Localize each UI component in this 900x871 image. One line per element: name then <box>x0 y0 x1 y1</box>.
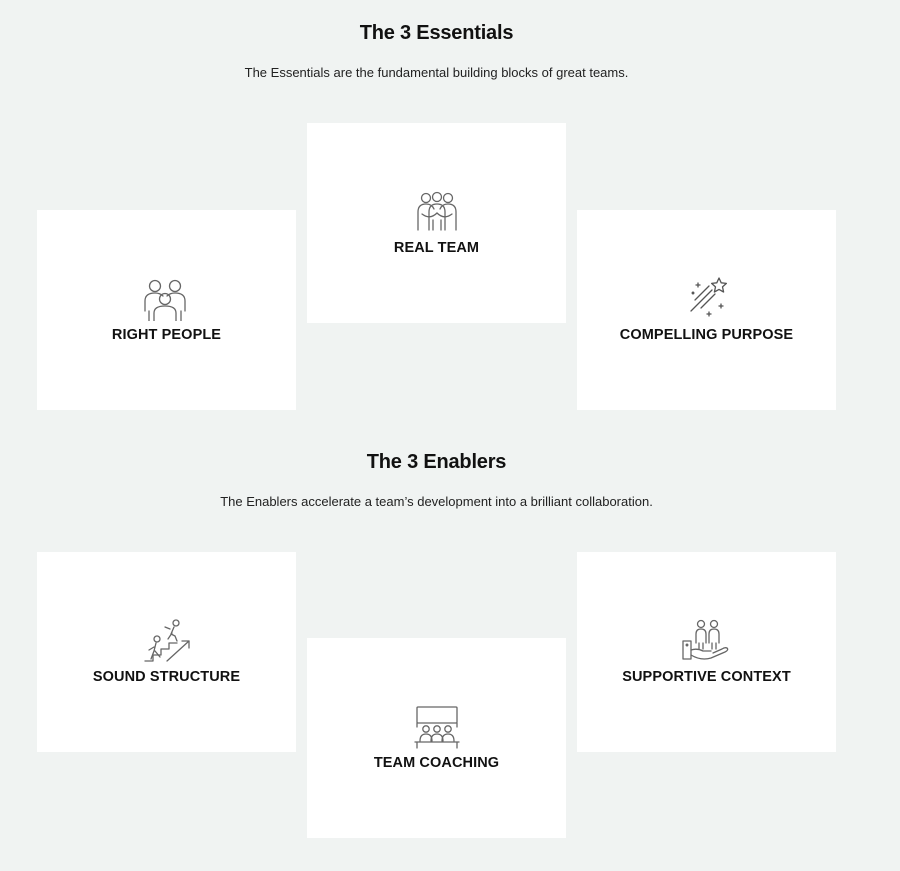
climbing-steps-icon <box>141 619 193 663</box>
card-right-people[interactable] <box>37 210 296 410</box>
essentials-subtitle: The Essentials are the fundamental building blocks of great teams. <box>244 65 629 80</box>
card-team-coaching[interactable] <box>307 638 566 838</box>
card-supportive-context-label: SUPPORTIVE CONTEXT <box>622 669 791 685</box>
card-supportive-context[interactable] <box>577 552 836 752</box>
essentials-title: The 3 Essentials <box>359 22 514 44</box>
card-sound-structure[interactable] <box>37 552 296 752</box>
card-right-people-label: RIGHT PEOPLE <box>111 327 222 343</box>
people-group-icon <box>141 277 193 321</box>
shooting-star-icon <box>681 277 733 321</box>
team-huddle-icon <box>411 190 463 234</box>
card-real-team[interactable] <box>307 123 566 323</box>
card-team-coaching-label: TEAM COACHING <box>373 755 500 771</box>
enablers-title: The 3 Enablers <box>366 451 507 473</box>
coaching-board-icon <box>411 705 463 749</box>
card-compelling-purpose-label: COMPELLING PURPOSE <box>619 327 794 343</box>
card-sound-structure-label: SOUND STRUCTURE <box>92 669 241 685</box>
supporting-hand-icon <box>681 619 733 663</box>
card-real-team-label: REAL TEAM <box>393 240 480 256</box>
card-compelling-purpose[interactable] <box>577 210 836 410</box>
enablers-subtitle: The Enablers accelerate a team’s development into a brilliant collaboration. <box>220 494 653 509</box>
